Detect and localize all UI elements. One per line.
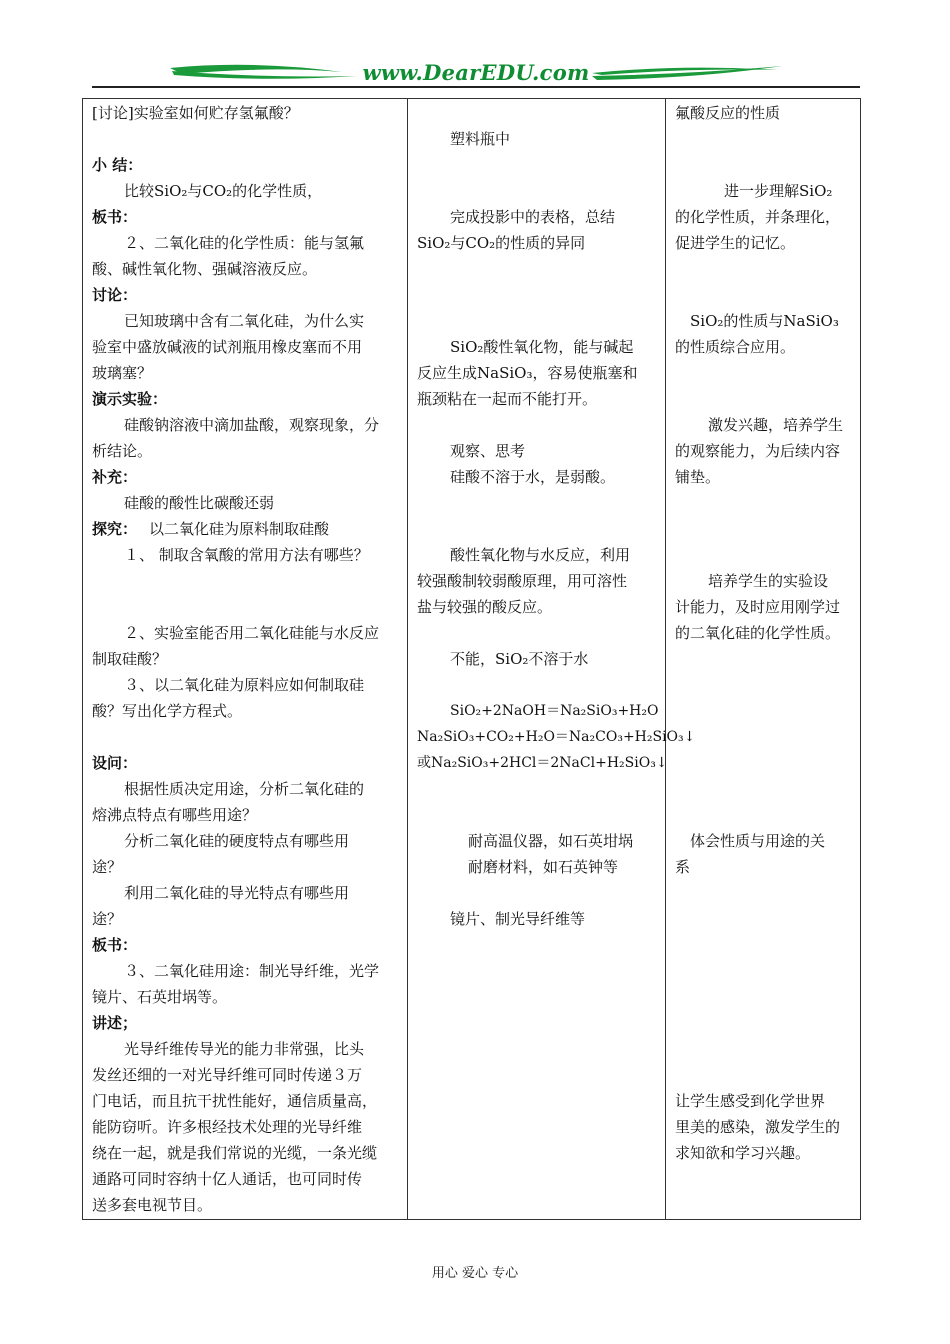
col1-line-19: 制取硅酸？ (92, 650, 168, 668)
col2-line-02: 完成投影中的表格，总结 (450, 208, 616, 226)
teacher-activity-column (83, 99, 408, 1220)
col2-line-10: 较强酸制较弱酸原理，用可溶性 (417, 572, 628, 590)
col2-equation-3: 或Na₂SiO₃+2HCl＝2NaCl+H₂SiO₃↓ (417, 755, 668, 771)
col1-line-16: 以二氧化硅为原料制取硅酸 (149, 520, 330, 538)
col3-line-04: 促进学生的记忆。 (675, 234, 796, 252)
col1-line-35: 门电话，而且抗干扰性能好，通信质量高， (92, 1092, 378, 1110)
col1-line-05: ２、二氧化硅的化学性质：能与氢氟 (124, 234, 365, 252)
col2-line-17: 耐磨材料，如石英钟等 (468, 858, 619, 876)
col1-line-21: 酸？写出化学方程式。 (92, 702, 243, 720)
col3-line-11: 计能力，及时应用刚学过 (675, 598, 841, 616)
col1-heading-summary: 小 结： (92, 156, 143, 174)
col1-heading-explore: 探究： (92, 520, 138, 538)
header-divider (92, 86, 860, 88)
col1-heading-narration: 讲述； (92, 1014, 138, 1032)
col1-line-12: 硅酸钠溶液中滴加盐酸，观察现象，分 (124, 416, 380, 434)
student-activity-column (408, 99, 696, 1220)
col1-line-20: ３、以二氧化硅为原料应如何制取硅 (124, 676, 365, 694)
col3-line-12: 的二氧化硅的化学性质。 (675, 624, 841, 642)
col3-line-06: 的性质综合应用。 (675, 338, 796, 356)
col1-line-39: 送多套电视节目。 (92, 1196, 213, 1214)
col1-line-03: 比较SiO₂与CO₂的化学性质， (124, 182, 323, 200)
col1-heading-discussion: 讨论： (92, 286, 138, 304)
col3-line-15: 让学生感受到化学世界 (675, 1092, 826, 1110)
col1-line-09: 验室中盛放碱液的试剂瓶用橡皮塞而不用 (92, 338, 363, 356)
col3-line-14: 系 (675, 858, 691, 876)
col1-line-13: 析结论。 (92, 442, 153, 460)
col1-line-25: 分析二氧化硅的硬度特点有哪些用 (124, 832, 350, 850)
col1-line-17: １、 制取含氧酸的常用方法有哪些？ (124, 546, 369, 564)
col3-line-05: SiO₂的性质与NaSiO₃ (690, 312, 839, 330)
col3-line-10: 培养学生的实验设 (708, 572, 829, 590)
col2-line-05: 反应生成NaSiO₃，容易使瓶塞和 (417, 364, 638, 382)
lesson-table (82, 98, 861, 1220)
col1-line-37: 绕在一起，就是我们常说的光缆，一条光缆 (92, 1144, 378, 1162)
col3-line-02: 进一步理解SiO₂ (724, 182, 833, 200)
col1-line-33: 光导纤维传导光的能力非常强，比头 (124, 1040, 365, 1058)
col1-heading-question: 设问： (92, 754, 138, 772)
col3-line-08: 的观察能力，为后续内容 (675, 442, 841, 460)
col3-line-03: 的化学性质，并条理化， (675, 208, 841, 226)
col3-line-13: 体会性质与用途的关 (690, 832, 826, 850)
col2-equation-2: Na₂SiO₃+CO₂+H₂O＝Na₂CO₃+H₂SiO₃↓ (417, 729, 696, 745)
col1-line-34: 发丝还细的一对光导纤维可同时传递３万 (92, 1066, 363, 1084)
col1-heading-supplement: 补充： (92, 468, 138, 486)
col1-line-27: 利用二氧化硅的导光特点有哪些用 (124, 884, 350, 902)
col2-line-01: 塑料瓶中 (450, 130, 511, 148)
col2-line-12: 不能，SiO₂不溶于水 (450, 650, 589, 668)
col2-line-18: 镜片、制光导纤维等 (450, 910, 586, 928)
col3-line-17: 求知欲和学习兴趣。 (675, 1144, 811, 1162)
col2-line-06: 瓶颈粘在一起而不能打开。 (417, 390, 598, 408)
col1-line-01: [讨论]实验室如何贮存氢氟酸？ (92, 104, 299, 122)
col1-line-08: 已知玻璃中含有二氧化硅，为什么实 (124, 312, 365, 330)
col2-line-03: SiO₂与CO₂的性质的异同 (417, 234, 586, 252)
col1-line-28: 途？ (92, 910, 123, 928)
col3-line-09: 铺垫。 (675, 468, 721, 486)
col1-line-18: ２、实验室能否用二氧化硅能与水反应 (124, 624, 380, 642)
col2-equation-1: SiO₂+2NaOH＝Na₂SiO₃+H₂O (450, 703, 659, 719)
site-logo: www.DearEDU.com (362, 60, 590, 85)
col1-line-10: 玻璃塞？ (92, 364, 153, 382)
col2-line-04: SiO₂酸性氧化物，能与碱起 (450, 338, 634, 356)
col1-line-31: 镜片、石英坩埚等。 (92, 988, 228, 1006)
col1-heading-board-1: 板书： (92, 208, 138, 226)
col1-heading-demo: 演示实验： (92, 390, 168, 408)
col1-heading-board-2: 板书： (92, 936, 138, 954)
design-intent-column (666, 99, 861, 1220)
col2-line-07: 观察、思考 (450, 442, 526, 460)
col3-line-07: 激发兴趣，培养学生 (708, 416, 844, 434)
col2-line-11: 盐与较强的酸反应。 (417, 598, 553, 616)
col1-line-38: 通路可同时容纳十亿人通话，也可同时传 (92, 1170, 363, 1188)
col3-line-16: 里美的感染，激发学生的 (675, 1118, 841, 1136)
col1-line-24: 熔沸点特点有哪些用途？ (92, 806, 258, 824)
col1-line-15: 硅酸的酸性比碳酸还弱 (124, 494, 275, 512)
col2-line-09: 酸性氧化物与水反应，利用 (450, 546, 631, 564)
col1-line-23: 根据性质决定用途，分析二氧化硅的 (124, 780, 365, 798)
page-footer: 用心 爱心 专心 (431, 1266, 519, 1281)
col1-line-26: 途？ (92, 858, 123, 876)
col1-line-06: 酸、碱性氧化物、强碱溶液反应。 (92, 260, 318, 278)
col2-line-08: 硅酸不溶于水，是弱酸。 (450, 468, 616, 486)
col1-line-36: 能防窃听。许多根经技术处理的光导纤维 (92, 1118, 363, 1136)
col3-line-01: 氟酸反应的性质 (675, 104, 781, 122)
col2-line-16: 耐高温仪器，如石英坩埚 (468, 832, 634, 850)
col1-line-30: ３、二氧化硅用途：制光导纤维，光学 (124, 962, 380, 980)
